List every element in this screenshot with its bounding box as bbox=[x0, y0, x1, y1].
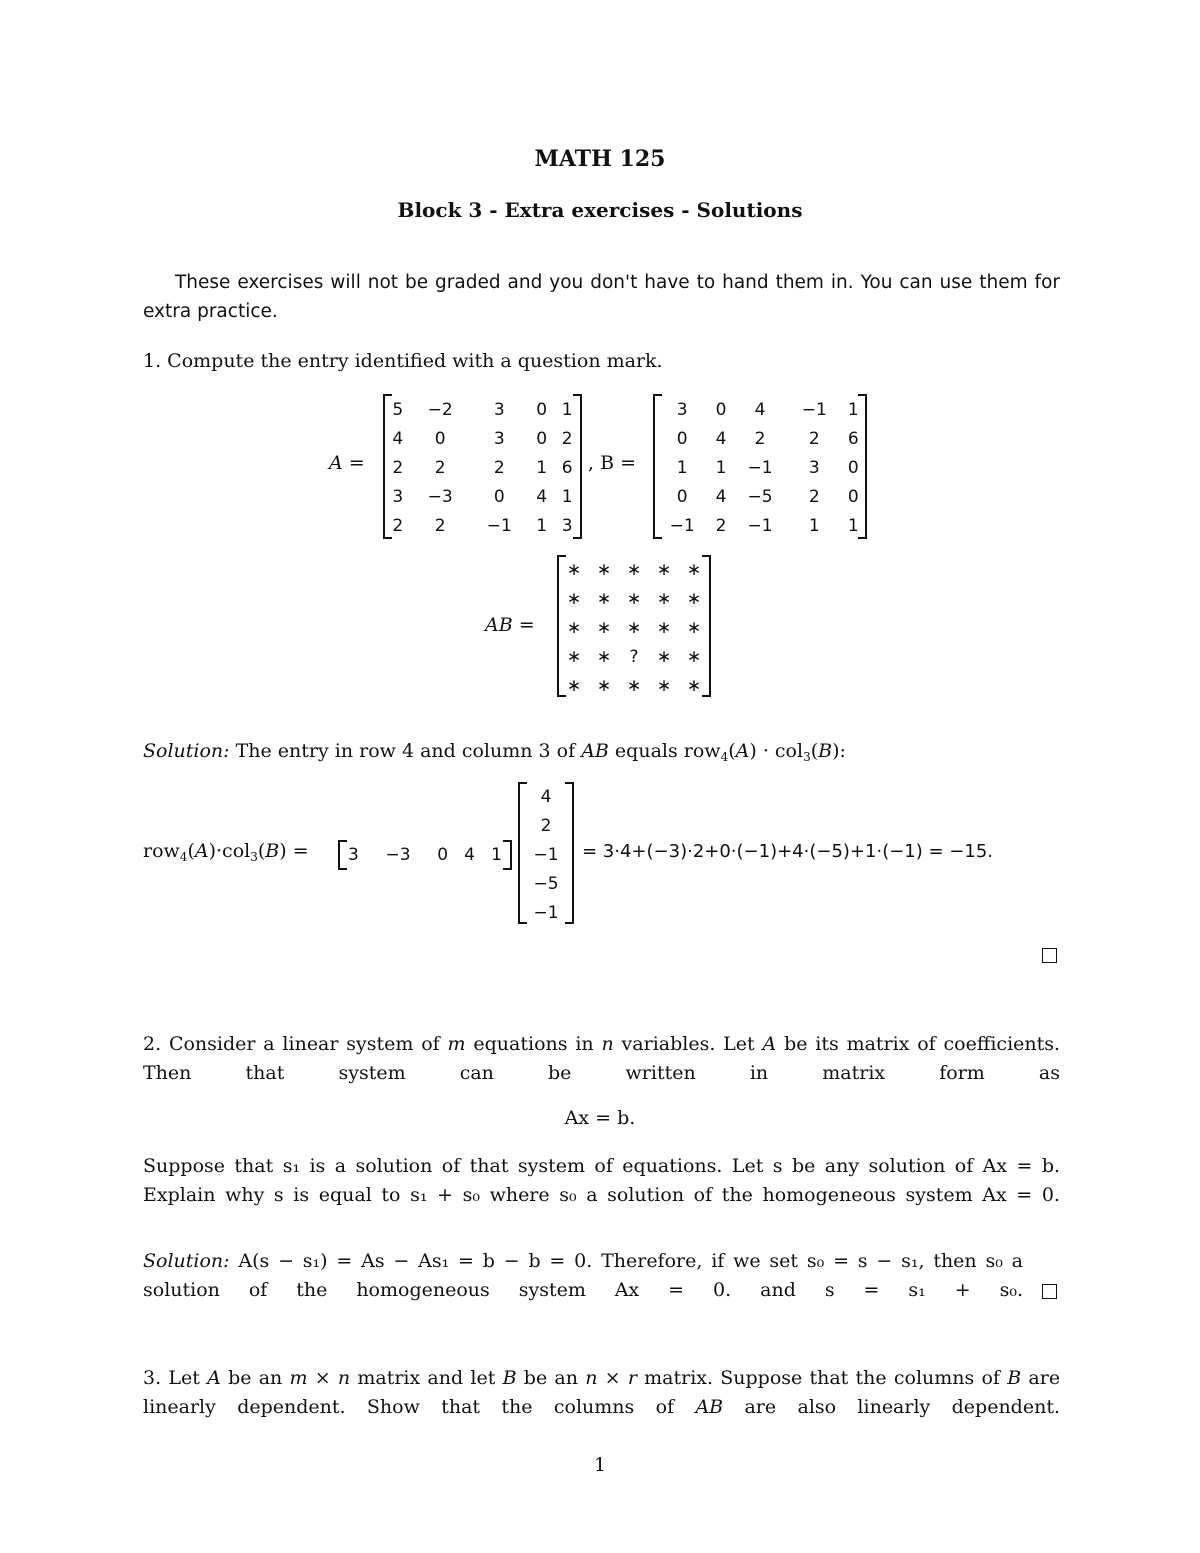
matrix-ab-cell: ∗ bbox=[656, 675, 672, 696]
column-vector-cell: −1 bbox=[533, 844, 559, 865]
qed-box-2 bbox=[1042, 1284, 1057, 1299]
p2-2e: is equal to bbox=[293, 1184, 401, 1206]
intro-paragraph: These exercises will not be graded and you don't have to hand them in. You can use them for extra practice. bbox=[143, 272, 1060, 322]
p3-text-7: are also linearly dependent. bbox=[744, 1396, 1060, 1418]
page-number: 1 bbox=[593, 1454, 607, 1476]
matrix-a-cell: 0 bbox=[493, 486, 505, 507]
p2-hom: Ax = 0. bbox=[982, 1184, 1060, 1206]
qed-box-1 bbox=[1042, 948, 1057, 963]
matrix-b-cell: −1 bbox=[669, 515, 695, 536]
lhs-col-index: 3 bbox=[250, 850, 258, 864]
matrix-a-cell: 2 bbox=[561, 428, 573, 449]
p2-sys: Ax = b. bbox=[982, 1155, 1061, 1177]
matrix-b-cell: 2 bbox=[715, 515, 727, 536]
matrix-a-cell: 3 bbox=[493, 399, 505, 420]
matrix-ab-cell: ∗ bbox=[686, 646, 702, 667]
lhs-col: col bbox=[222, 840, 251, 862]
matrix-a-cell: 1 bbox=[561, 399, 573, 420]
column-vector-cell: 2 bbox=[540, 815, 552, 836]
matrix-b-cell: 4 bbox=[715, 486, 727, 507]
lhs-a: A bbox=[194, 840, 209, 862]
matrix-b-cell: 3 bbox=[808, 457, 820, 478]
matrix-ab-cell: ∗ bbox=[626, 588, 642, 609]
p2-s: s bbox=[772, 1155, 783, 1177]
row-vector bbox=[338, 840, 512, 870]
matrix-a-cell: 4 bbox=[536, 486, 548, 507]
matrix-a-row bbox=[385, 424, 580, 453]
matrix-ab-cell: ∗ bbox=[686, 559, 702, 580]
p3-b-2: B bbox=[1007, 1367, 1022, 1389]
row-index: 4 bbox=[720, 750, 729, 764]
matrix-b-row bbox=[655, 395, 865, 424]
matrix-b-cell: 2 bbox=[808, 486, 820, 507]
matrix-ab-cell: ∗ bbox=[566, 617, 582, 638]
row-text: row bbox=[683, 740, 721, 762]
p2-sol-text-1: Therefore, if we set bbox=[601, 1250, 799, 1272]
problem1-statement: 1. Compute the entry identified with a question mark. bbox=[143, 350, 663, 372]
problem2-display-equation: Ax = b. bbox=[564, 1107, 636, 1129]
column-vector-row bbox=[520, 869, 572, 898]
course-title: MATH 125 bbox=[534, 146, 666, 172]
p2-solution-eq: A(s − s₁) = As − As₁ = b − b = 0. bbox=[238, 1250, 593, 1272]
problem1-solution-line bbox=[143, 737, 1060, 766]
matrix-b-label-text: , B = bbox=[588, 452, 637, 474]
matrix-ab-cell: ∗ bbox=[686, 588, 702, 609]
p2-text-2: equations in bbox=[473, 1033, 594, 1055]
row-vector-table bbox=[340, 840, 510, 869]
column-vector-table bbox=[520, 782, 572, 927]
lhs-equals: = bbox=[292, 840, 309, 862]
matrix-b-cell: 0 bbox=[847, 486, 859, 507]
lhs-b: B bbox=[265, 840, 280, 862]
p2-sum: s₁ + s₀ bbox=[410, 1184, 480, 1206]
matrix-a-cell: 6 bbox=[561, 457, 573, 478]
matrix-a-cell: 2 bbox=[493, 457, 505, 478]
column-vector-cell: 4 bbox=[540, 786, 552, 807]
p3-a: A bbox=[207, 1367, 221, 1389]
p2-2a: Suppose that bbox=[143, 1155, 274, 1177]
matrix-a-cell: 2 bbox=[392, 515, 404, 536]
matrix-ab-cell: ∗ bbox=[656, 646, 672, 667]
matrix-b-cell: 2 bbox=[808, 428, 820, 449]
matrix-a-cell: 3 bbox=[561, 515, 573, 536]
problem2-paragraph2 bbox=[143, 1152, 1060, 1210]
p3-text-2: be an bbox=[228, 1367, 283, 1389]
col-index: 3 bbox=[803, 750, 811, 764]
problem2-statement-line1 bbox=[143, 1030, 1060, 1088]
matrix-ab-cell: ∗ bbox=[566, 675, 582, 696]
matrix-ab-row bbox=[559, 584, 709, 613]
row-vector-cell: −3 bbox=[385, 844, 411, 865]
p2-2c: be any solution of bbox=[791, 1155, 974, 1177]
p2-sol-text-2: then bbox=[933, 1250, 977, 1272]
matrix-a-cell: −2 bbox=[427, 399, 453, 420]
p2-text-4: be its matrix of coefficients. Then that system can be written in matrix form as bbox=[143, 1033, 1061, 1084]
solution-text-1: The entry in row 4 and column 3 of bbox=[235, 740, 576, 762]
p3-text-5: matrix. Suppose that the columns of bbox=[644, 1367, 1000, 1389]
p2-n: n bbox=[601, 1033, 614, 1055]
matrix-a-cell: 0 bbox=[434, 428, 446, 449]
matrix-ab-cell: ∗ bbox=[566, 646, 582, 667]
matrix-ab-row bbox=[559, 555, 709, 584]
matrix-b-cell: 2 bbox=[754, 428, 766, 449]
column-vector-row bbox=[520, 782, 572, 811]
problem2-solution bbox=[143, 1247, 1023, 1305]
matrix-b-cell: 3 bbox=[676, 399, 688, 420]
matrix-ab-cell: ∗ bbox=[596, 588, 612, 609]
matrix-b-cell: −1 bbox=[747, 457, 773, 478]
matrix-b-row bbox=[655, 424, 865, 453]
matrix-b-cell: 1 bbox=[808, 515, 820, 536]
p2-solution-label: Solution: bbox=[143, 1250, 230, 1272]
matrix-ab-cell: ∗ bbox=[566, 559, 582, 580]
matrix-ab-cell: ∗ bbox=[596, 559, 612, 580]
matrix-ab-cell: ∗ bbox=[626, 675, 642, 696]
problem3-statement bbox=[143, 1364, 1060, 1422]
matrix-a-row bbox=[385, 395, 580, 424]
matrix-ab-table bbox=[559, 555, 709, 700]
equation-rhs: = 3·4+(−3)·2+0·(−1)+4·(−5)+1·(−1) = −15. bbox=[582, 841, 994, 862]
matrix-a-table bbox=[385, 395, 580, 540]
matrix-a-cell: 2 bbox=[434, 515, 446, 536]
matrix-ab-row bbox=[559, 613, 709, 642]
column-vector bbox=[518, 782, 574, 924]
p2-sol-text-3: a solution of the homogeneous system bbox=[143, 1250, 1023, 1301]
matrix-ab-cell: ∗ bbox=[596, 646, 612, 667]
p2-sol-s0: s₀ bbox=[985, 1250, 1003, 1272]
row-vector-cell: 3 bbox=[348, 844, 359, 865]
column-vector-row bbox=[520, 811, 572, 840]
matrix-b-cell: 0 bbox=[847, 457, 859, 478]
p2-sol-set: s₀ = s − s₁, bbox=[806, 1250, 925, 1272]
p2-s-2: s bbox=[273, 1184, 284, 1206]
matrix-a-cell: 4 bbox=[392, 428, 404, 449]
matrix-a-cell: −1 bbox=[486, 515, 512, 536]
matrix-b-cell: −1 bbox=[801, 399, 827, 420]
matrix-b-cell: 0 bbox=[715, 399, 727, 420]
p3-dims-a: m × n bbox=[289, 1367, 351, 1389]
p3-text-3: matrix and let bbox=[357, 1367, 496, 1389]
symbol-a: A bbox=[735, 740, 750, 762]
p3-text-1: 3. Let bbox=[143, 1367, 200, 1389]
p2-text-1: 2. Consider a linear system of bbox=[143, 1033, 440, 1055]
matrix-b-cell: 1 bbox=[715, 457, 727, 478]
p3-text-6: are linearly dependent. Show that the columns of bbox=[143, 1367, 1061, 1418]
matrix-ab-cell: ∗ bbox=[596, 617, 612, 638]
matrix-b-cell: 6 bbox=[847, 428, 859, 449]
matrix-a-cell: 0 bbox=[536, 428, 548, 449]
p3-b: B bbox=[502, 1367, 517, 1389]
matrix-b-cell: −1 bbox=[747, 515, 773, 536]
p2-2g: a solution of the homogeneous system bbox=[586, 1184, 973, 1206]
equation-lhs: row$_4$(A)·col$_3$(B) = bbox=[143, 840, 309, 864]
p2-text-3: variables. Let bbox=[621, 1033, 755, 1055]
matrix-b-row bbox=[655, 453, 865, 482]
row-vector-cell: 0 bbox=[437, 844, 449, 865]
matrix-ab-cell: ? bbox=[629, 646, 639, 667]
matrix-a-row bbox=[385, 482, 580, 511]
p2-s1: s₁ bbox=[282, 1155, 301, 1177]
matrix-a-cell: 2 bbox=[434, 457, 446, 478]
matrix-a-cell: −3 bbox=[427, 486, 453, 507]
col-text: col bbox=[774, 740, 804, 762]
matrix-b-cell: 4 bbox=[754, 399, 766, 420]
matrix-ab-cell: ∗ bbox=[596, 675, 612, 696]
matrix-ab bbox=[557, 555, 711, 697]
matrix-a bbox=[383, 394, 582, 539]
matrix-b-cell: 4 bbox=[715, 428, 727, 449]
matrix-b-cell: 0 bbox=[676, 428, 688, 449]
matrix-a-cell: 0 bbox=[536, 399, 548, 420]
matrix-ab-cell: ∗ bbox=[566, 588, 582, 609]
matrix-a-cell: 3 bbox=[392, 486, 404, 507]
p2-sol-text-4: and bbox=[760, 1279, 796, 1301]
matrix-ab-cell: ∗ bbox=[656, 588, 672, 609]
matrix-a-cell: 5 bbox=[392, 399, 404, 420]
symbol-b: B bbox=[818, 740, 833, 762]
p2-s0: s₀ bbox=[559, 1184, 577, 1206]
matrix-b-row bbox=[655, 511, 865, 540]
p2-2b: is a solution of that system of equations. Let bbox=[309, 1155, 764, 1177]
matrix-b bbox=[653, 394, 867, 539]
column-vector-row bbox=[520, 840, 572, 869]
row-expr: row$_4$(A) · col$_3$(B): bbox=[683, 740, 846, 764]
p2-sol-hom: Ax = 0. bbox=[614, 1279, 732, 1301]
p3-ab: AB bbox=[695, 1396, 724, 1418]
p2-sol-end: s = s₁ + s₀. bbox=[824, 1279, 1023, 1301]
solution-ab: AB bbox=[581, 740, 609, 762]
matrix-ab-row bbox=[559, 642, 709, 671]
matrix-ab-label: AB = bbox=[485, 614, 535, 636]
matrix-b-cell: 1 bbox=[847, 515, 859, 536]
matrix-ab-cell: ∗ bbox=[656, 559, 672, 580]
matrix-a-label: A = bbox=[329, 452, 365, 474]
matrix-a-cell: 1 bbox=[536, 457, 548, 478]
matrix-ab-cell: ∗ bbox=[686, 675, 702, 696]
matrix-ab-cell: ∗ bbox=[626, 559, 642, 580]
p3-text-4: be an bbox=[523, 1367, 578, 1389]
row-vector-row bbox=[340, 840, 510, 869]
matrix-b-table bbox=[655, 395, 865, 540]
matrix-ab-cell: ∗ bbox=[656, 617, 672, 638]
matrix-ab-row bbox=[559, 671, 709, 700]
matrix-a-cell: 1 bbox=[561, 486, 573, 507]
p2-a: A bbox=[762, 1033, 777, 1055]
matrix-a-cell: 1 bbox=[536, 515, 548, 536]
lhs-row: row bbox=[143, 840, 180, 862]
matrix-b-cell: 1 bbox=[676, 457, 688, 478]
matrix-a-row bbox=[385, 511, 580, 540]
matrix-b-cell: −5 bbox=[747, 486, 773, 507]
row-vector-cell: 1 bbox=[491, 844, 502, 865]
matrix-ab-cell: ∗ bbox=[686, 617, 702, 638]
lhs-row-index: 4 bbox=[179, 850, 188, 864]
column-vector-cell: −1 bbox=[533, 902, 559, 923]
p2-2d: Explain why bbox=[143, 1184, 265, 1206]
matrix-b-label bbox=[588, 452, 636, 474]
matrix-ab-cell: ∗ bbox=[626, 617, 642, 638]
row-vector-cell: 4 bbox=[464, 844, 475, 865]
column-vector-cell: −5 bbox=[533, 873, 559, 894]
matrix-a-cell: 3 bbox=[493, 428, 505, 449]
matrix-b-cell: 1 bbox=[847, 399, 859, 420]
solution-label: Solution: bbox=[143, 740, 230, 762]
p2-m: m bbox=[447, 1033, 466, 1055]
matrix-a-cell: 2 bbox=[392, 457, 404, 478]
matrix-b-cell: 0 bbox=[676, 486, 688, 507]
document-subtitle: Block 3 - Extra exercises - Solutions bbox=[397, 198, 803, 222]
matrix-a-row bbox=[385, 453, 580, 482]
solution-text-2: equals bbox=[614, 740, 678, 762]
column-vector-row bbox=[520, 898, 572, 927]
p3-dims-b: n × r bbox=[585, 1367, 637, 1389]
matrix-b-row bbox=[655, 482, 865, 511]
p2-2f: where bbox=[489, 1184, 550, 1206]
